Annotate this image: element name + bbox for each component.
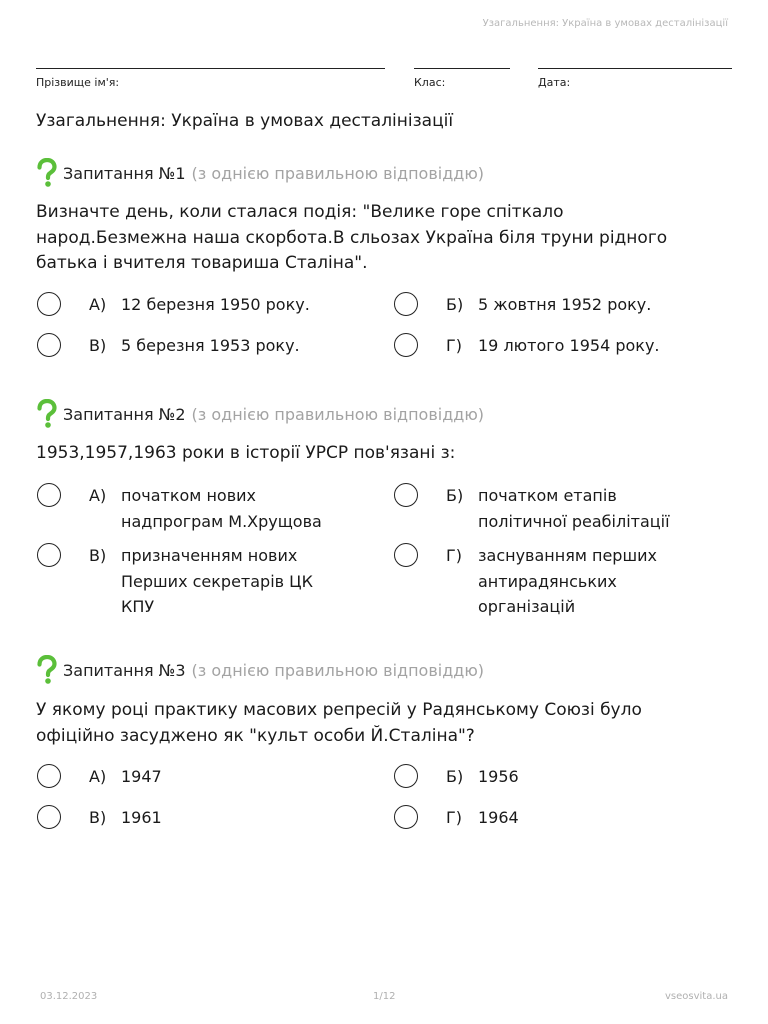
question-text: У якому році практику масових репресій у Радянському Союзі було офіційно засуджено як "культ особи Й.Сталіна"?	[36, 700, 642, 746]
option-text: початком етапів політичної реабілітації	[478, 486, 670, 531]
question-label: Запитання №2	[63, 404, 186, 424]
option-letter: В)	[89, 336, 107, 355]
radio-circle-icon[interactable]	[394, 333, 418, 357]
option-letter: Б)	[446, 295, 464, 314]
answer-option[interactable]	[394, 764, 708, 790]
radio-circle-icon[interactable]	[394, 764, 418, 788]
option-letter: Г)	[446, 336, 462, 355]
option-letter: А)	[89, 295, 107, 314]
footer-site[interactable]: vseosvita.ua	[665, 991, 728, 1002]
answer-option[interactable]	[394, 483, 708, 534]
option-letter: В)	[89, 546, 107, 565]
radio-circle-icon[interactable]	[37, 333, 61, 357]
option-letter: Б)	[446, 486, 464, 505]
answer-option[interactable]	[394, 292, 708, 318]
page-title: Узагальнення: Україна в умовах десталінізації	[36, 111, 454, 131]
question-label: Запитання №1	[63, 163, 186, 183]
answer-option[interactable]	[37, 292, 351, 318]
answer-option[interactable]	[394, 333, 708, 359]
answer-option[interactable]	[37, 483, 351, 534]
option-letter: Г)	[446, 808, 462, 827]
page-number: 1/12	[373, 991, 396, 1002]
name-line[interactable]	[36, 68, 385, 69]
option-letter: Б)	[446, 767, 464, 786]
radio-circle-icon[interactable]	[37, 543, 61, 567]
option-text: 12 березня 1950 року.	[121, 295, 310, 314]
question-type: (з однією правильною відповіддю)	[191, 163, 485, 183]
answer-option[interactable]	[394, 805, 708, 831]
radio-circle-icon[interactable]	[394, 543, 418, 567]
option-text: 5 жовтня 1952 року.	[478, 295, 652, 314]
question-mark-icon	[36, 158, 58, 188]
option-text: 5 березня 1953 року.	[121, 336, 300, 355]
radio-circle-icon[interactable]	[37, 764, 61, 788]
date-label: Дата:	[538, 76, 571, 89]
question-header-3	[36, 655, 484, 685]
question-text: 1953,1957,1963 роки в історії УРСР пов'язані з:	[36, 443, 456, 463]
question-header-1	[36, 158, 484, 188]
radio-circle-icon[interactable]	[37, 805, 61, 829]
answer-option[interactable]	[37, 543, 351, 620]
question-mark-icon	[36, 399, 58, 429]
answer-option[interactable]	[37, 764, 351, 790]
footer-date: 03.12.2023	[40, 991, 98, 1002]
radio-circle-icon[interactable]	[37, 292, 61, 316]
radio-circle-icon[interactable]	[394, 292, 418, 316]
answer-option[interactable]	[37, 805, 351, 831]
option-letter: А)	[89, 486, 107, 505]
question-type: (з однією правильною відповіддю)	[191, 660, 485, 680]
radio-circle-icon[interactable]	[37, 483, 61, 507]
question-label: Запитання №3	[63, 660, 186, 680]
option-text: заснуванням перших антирадянських організацій	[478, 546, 657, 616]
question-text: Визначте день, коли сталася подія: "Велике горе спіткало народ.Безмежна наша скорбота.В сльозах Україна біля труни рідного батька і вчителя товариша Сталіна".	[36, 202, 668, 273]
name-label: Прізвище ім'я:	[36, 76, 120, 89]
option-text: початком нових надпрограм М.Хрущова	[121, 486, 322, 531]
answer-option[interactable]	[394, 543, 708, 620]
class-line[interactable]	[414, 68, 510, 69]
question-type: (з однією правильною відповіддю)	[191, 404, 485, 424]
option-text: 1964	[478, 808, 519, 827]
option-text: 1961	[121, 808, 162, 827]
header-title: Узагальнення: Україна в умовах десталінізації	[482, 18, 728, 29]
option-text: призначенням нових Перших секретарів ЦК КПУ	[121, 546, 313, 616]
date-line[interactable]	[538, 68, 732, 69]
radio-circle-icon[interactable]	[394, 483, 418, 507]
question-header-2	[36, 399, 484, 429]
question-mark-icon	[36, 655, 58, 685]
option-letter: Г)	[446, 546, 462, 565]
radio-circle-icon[interactable]	[394, 805, 418, 829]
option-text: 1956	[478, 767, 519, 786]
option-text: 19 лютого 1954 року.	[478, 336, 660, 355]
option-letter: А)	[89, 767, 107, 786]
class-label: Клас:	[414, 76, 446, 89]
option-text: 1947	[121, 767, 162, 786]
answer-option[interactable]	[37, 333, 351, 359]
option-letter: В)	[89, 808, 107, 827]
